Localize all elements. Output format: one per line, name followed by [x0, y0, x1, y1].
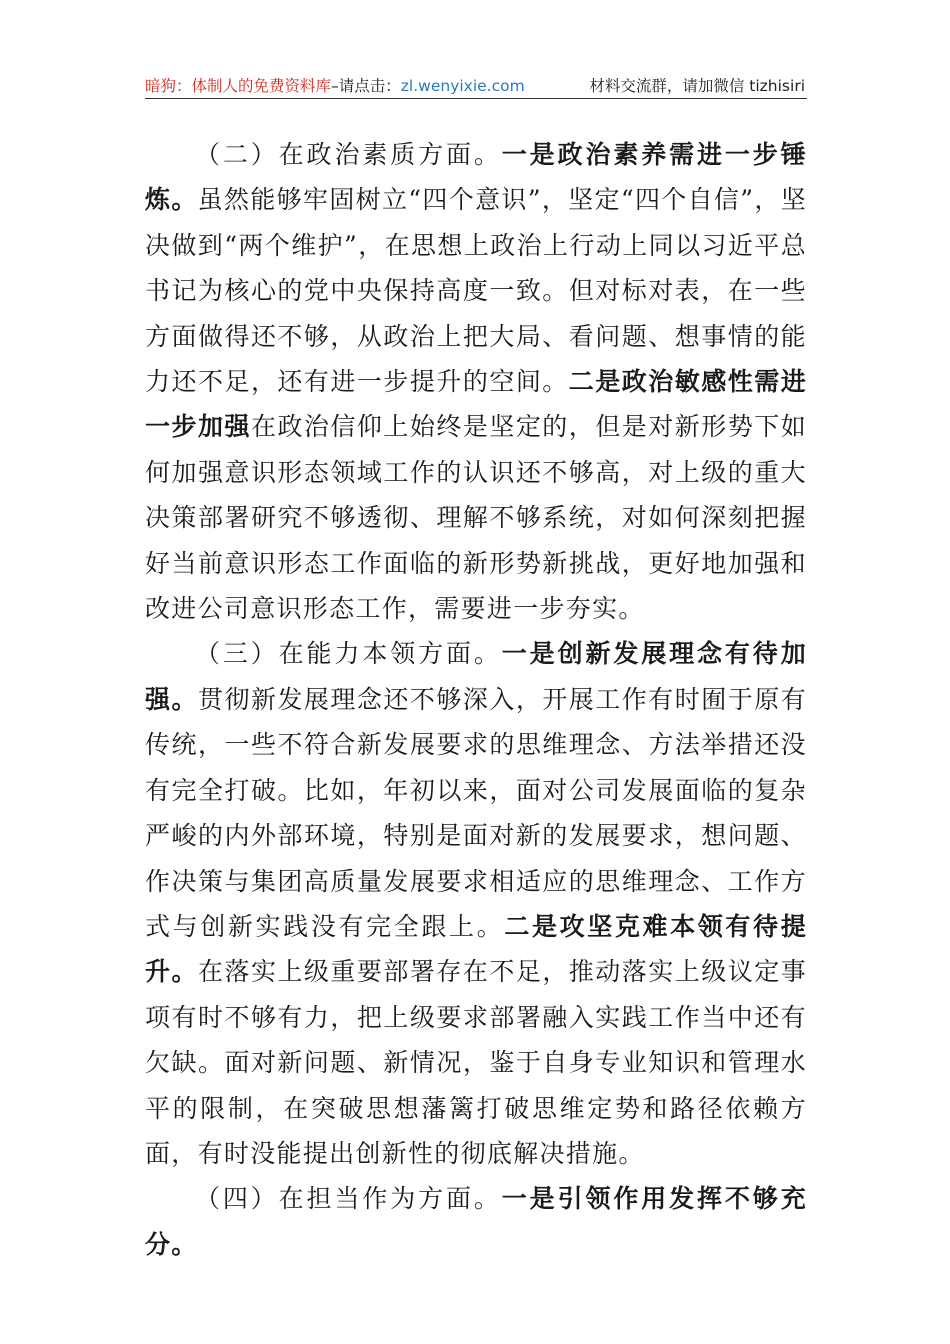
paragraph-text: 在政治信仰上始终是坚定的，但是对新形势下如何加强意识形态领域工作的认识还不够高，对上级的重大决策部署研究不够透彻、理解不够系统，对如何深刻把握好当前意识形态工作面临的新形势新挑战，更好地加强和改进公司意识形态工作，需要进一步夯实。	[145, 412, 807, 624]
paragraph-intro: （三）在能力本领方面。	[195, 639, 502, 669]
paragraph-lead-point-2: 二是攻坚克难本领有待提升。	[145, 911, 807, 987]
header-group-note: 材料交流群，请加微信 tizhisiri	[589, 77, 805, 95]
paragraph-ability	[145, 631, 807, 1176]
header-left	[145, 74, 525, 96]
header-brand: 暗狗：体制人的免费资料库	[145, 77, 332, 95]
paragraph-political-quality	[145, 132, 807, 631]
paragraph-lead-point-2: 二是政治敏感性需进一步加强	[145, 367, 807, 442]
paragraph-lead-point-1: 一是政治素养需进一步锤炼。	[145, 140, 807, 215]
header-divider	[145, 98, 807, 99]
paragraph-intro: （二）在政治素质方面。	[195, 140, 502, 169]
paragraph-text: 在落实上级重要部署存在不足，推动落实上级议定事项有时不够有力，把上级要求部署融入实践工作当中还有欠缺。面对新问题、新情况，鉴于自身专业知识和管理水平的限制，在突破思想藩篱打破思维定势和路径依赖方面，有时没能提出创新性的彻底解决措施。	[145, 957, 807, 1168]
paragraph-text: 贯彻新发展理念还不够深入，开展工作有时囿于原有传统，一些不符合新发展要求的思维理念、方法举措还没有完全打破。比如，年初以来，面对公司发展面临的复杂严峻的内外部环境，特别是面对新的发展要求，想问题、作决策与集团高质量发展要求相适应的思维理念、工作方式与创新实践没有完全跟上。	[145, 684, 807, 941]
paragraph-responsibility	[145, 1176, 807, 1267]
header-url-link[interactable]: zl.wenyixie.com	[400, 77, 525, 95]
document-body	[145, 132, 807, 1267]
paragraph-text: 虽然能够牢固树立“四个意识”，坚定“四个自信”，坚决做到“两个维护”，在思想上政治上行动上同以习近平总书记为核心的党中央保持高度一致。但对标对表，在一些方面做得还不够，从政治上把大局、看问题、想事情的能力还不足，还有进一步提升的空间。	[145, 185, 808, 397]
page-header	[145, 66, 805, 96]
header-click-prompt: –请点击：	[331, 77, 401, 95]
paragraph-lead-point-1: 一是创新发展理念有待加强。	[145, 639, 807, 714]
paragraph-lead-point-1: 一是引领作用发挥不够充分。	[145, 1184, 807, 1259]
paragraph-intro: （四）在担当作为方面。	[195, 1184, 502, 1214]
